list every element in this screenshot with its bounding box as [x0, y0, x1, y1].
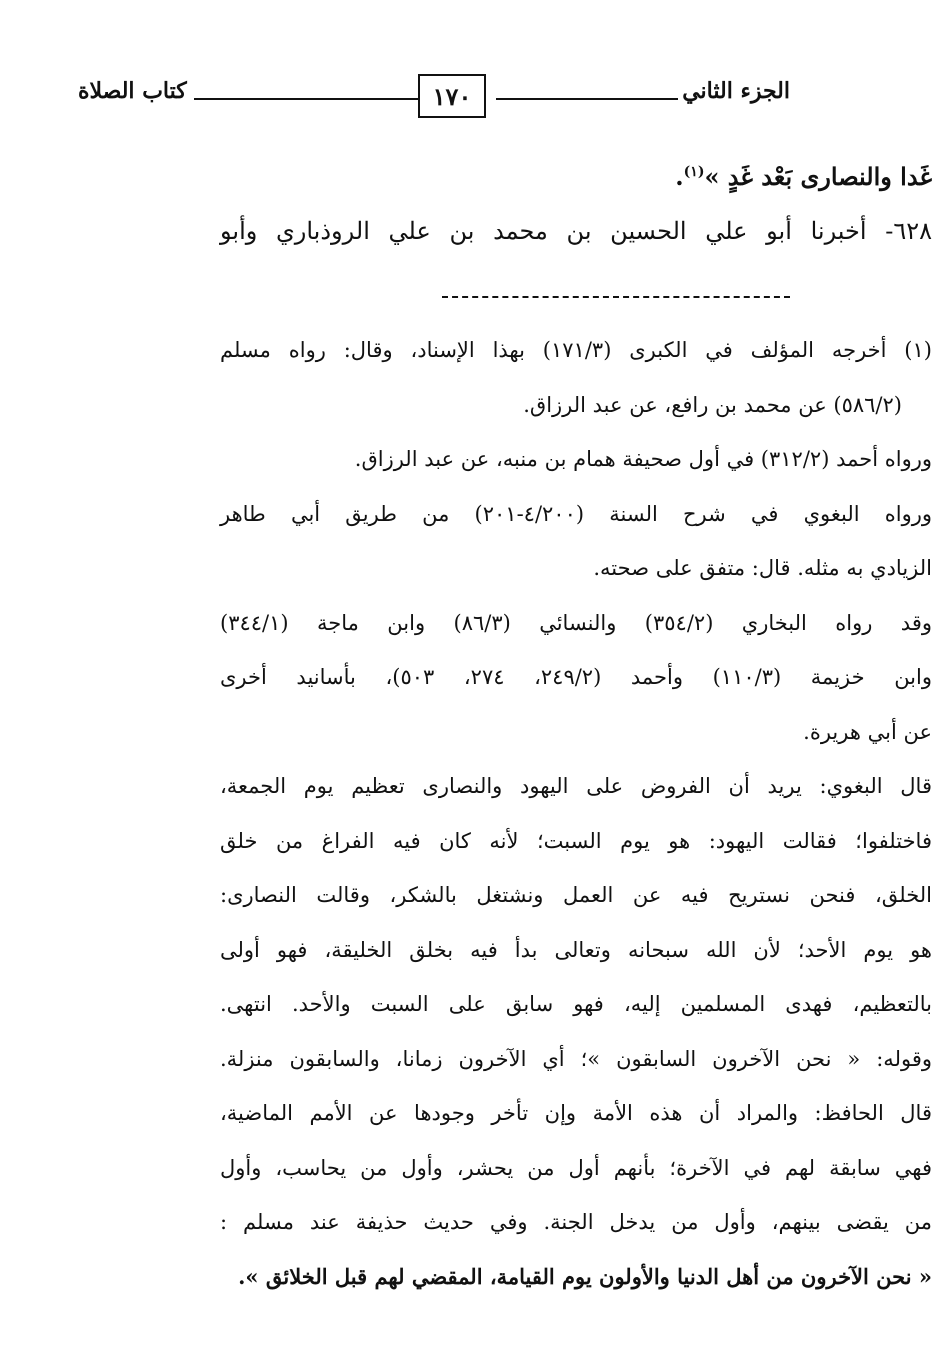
main-line-1: غَدا والنصارى بَعْد غَدٍ »$^{(١)}$. — [675, 162, 932, 191]
page-number: ١٧٠ — [432, 82, 472, 111]
footnote-line: وقد رواه البخاري (٣٥٤/٢) والنسائي (٨٦/٣) وابن ماجة (٣٤٤/١) — [220, 610, 932, 635]
footnote-line: ورواه أحمد (٣١٢/٢) في أول صحيفة همام بن منبه، عن عبد الرزاق. — [354, 447, 932, 471]
footnote-line: فاختلفوا؛ فقالت اليهود: هو يوم السبت؛ لأنه كان فيه الفراغ من خلق — [220, 828, 932, 853]
footnote-line: وابن خزيمة (١١٠/٣) وأحمد (٢٤٩/٢، ٢٧٤، ٥٠٣)، بأسانيد أخرى — [220, 665, 932, 689]
footnote-line: وقوله: « نحن الآخرون السابقون »؛ أي الآخرون زمانا، والسابقون منزلة. — [220, 1046, 932, 1071]
header-rule-right — [496, 98, 678, 100]
footnote-line: الخلق، فنحن نستريح فيه عن العمل ونشتغل بالشكر، وقالت النصارى: — [220, 883, 932, 907]
footnote-line: (٥٨٦/٢) عن محمد بن رافع، عن عبد الرزاق. — [523, 392, 902, 417]
footnote-reference: (١) — [683, 164, 705, 180]
footnote-line: من يقضى بينهم، وأول من يدخل الجنة. وفي حديث حذيفة عند مسلم : — [220, 1210, 932, 1234]
footnotes — [78, 323, 932, 1304]
footnote-line: قال الحافظ: والمراد أن هذه الأمة وإن تأخر وجودها عن الأمم الماضية، — [220, 1101, 932, 1125]
main-line-2: ٦٢٨- أخبرنا أبو علي الحسين بن محمد بن علي الروذباري وأبو — [220, 217, 932, 245]
header-rule-left — [194, 98, 420, 100]
footnote-line: عن أبي هريرة. — [803, 719, 932, 744]
page-number-box — [418, 74, 486, 118]
footnote-separator — [442, 296, 790, 298]
main-text — [78, 145, 932, 259]
part-title: الجزء الثاني — [682, 78, 790, 104]
footnote-line: (١) أخرجه المؤلف في الكبرى (١٧١/٣) بهذا الإسناد، وقال: رواه مسلم — [220, 338, 932, 362]
book-title: كتاب الصلاة — [78, 78, 187, 104]
footnote-line: هو يوم الأحد؛ لأن الله سبحانه وتعالى بدأ فيه بخلق الخليقة، فهو أولى — [220, 937, 932, 962]
footnote-line: بالتعظيم، فهدى المسلمين إليه، فهو سابق على السبت والأحد. انتهى. — [220, 992, 932, 1016]
footnote-line: ورواه البغوي في شرح السنة (٤/٢٠٠-٢٠١) من طريق أبي طاهر — [220, 501, 932, 526]
footnote-line: فهي سابقة لهم في الآخرة؛ بأنهم أول من يحشر، وأول من يحاسب، وأول — [220, 1155, 932, 1180]
footnote-line: « نحن الآخرون من أهل الدنيا والأولون يوم القيامة، المقضي لهم قبل الخلائق ». — [238, 1263, 932, 1289]
footnote-line: الزيادي به مثله. قال: متفق على صحته. — [593, 556, 932, 580]
footnote-line: قال البغوي: يريد أن الفروض على اليهود والنصارى تعظيم يوم الجمعة، — [220, 774, 932, 798]
running-header — [78, 74, 790, 124]
